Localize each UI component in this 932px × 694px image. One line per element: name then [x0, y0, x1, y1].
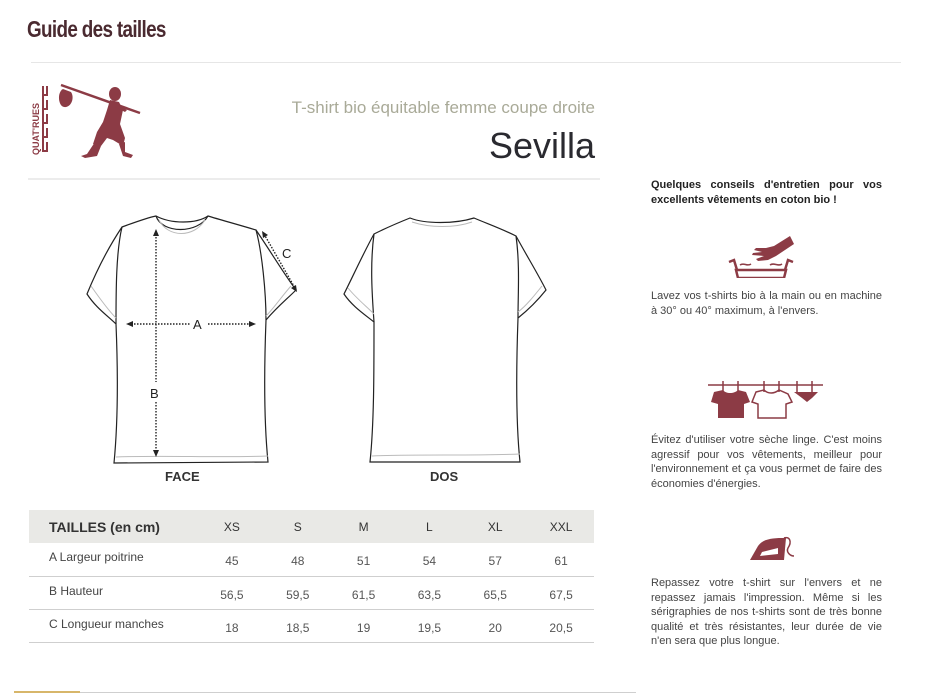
- cell: 61,5: [331, 576, 397, 609]
- back-label: DOS: [430, 469, 459, 484]
- scroll-progress-indicator: [14, 691, 80, 693]
- scroll-progress-track: [14, 692, 636, 693]
- cell: 18,5: [265, 609, 331, 642]
- brand-logo: [27, 80, 147, 160]
- front-label: FACE: [165, 469, 200, 484]
- size-header: M: [331, 510, 397, 543]
- cell: 48: [265, 543, 331, 576]
- care-tip-dry: Évitez d'utiliser votre sèche linge. C'est moins agressif pour vos vêtements, meilleur pour l'environnement et ça vous permet de faire des économies d'énergies.: [651, 434, 882, 490]
- size-header: S: [265, 510, 331, 543]
- cell: 67,5: [528, 576, 594, 609]
- cell: 61: [528, 543, 594, 576]
- cell: 59,5: [265, 576, 331, 609]
- care-heading: Quelques conseils d'entretien pour vos excellents vêtements en coton bio !: [651, 179, 882, 206]
- page-title: Guide des tailles: [27, 16, 166, 42]
- cell: 63,5: [396, 576, 462, 609]
- size-header: XS: [199, 510, 265, 543]
- cell: 65,5: [462, 576, 528, 609]
- row-label: C Longueur manches: [29, 609, 199, 642]
- tshirt-front-diagram: [86, 212, 301, 467]
- cell: 57: [462, 543, 528, 576]
- svg-text:C: C: [282, 246, 292, 261]
- svg-text:B: B: [150, 386, 159, 401]
- svg-text:A: A: [193, 317, 202, 332]
- walking-man-logo-icon: [27, 80, 147, 160]
- size-header: XL: [462, 510, 528, 543]
- divider: [31, 62, 901, 63]
- divider: [28, 178, 600, 180]
- tshirt-front-icon: [86, 212, 301, 467]
- table-header-label: TAILLES (en cm): [29, 510, 199, 543]
- cell: 20,5: [528, 609, 594, 642]
- tshirt-back-icon: [340, 214, 550, 466]
- row-label: A Largeur poitrine: [29, 543, 199, 576]
- cell: 19,5: [396, 609, 462, 642]
- cell: 54: [396, 543, 462, 576]
- care-tip-iron: Repassez votre t-shirt sur l'envers et ne repassez jamais l'impression. Même si les sérigraphies de nos t-shirts sont de très bonne qualité et très résistantes, leur durée de vie n'en sera que plus longue.: [651, 577, 882, 647]
- cell: 20: [462, 609, 528, 642]
- product-name: Sevilla: [488, 125, 595, 166]
- cell: 18: [199, 609, 265, 642]
- hand-wash-icon: [728, 234, 794, 283]
- svg-text:QUAT'RUES: QUAT'RUES: [31, 103, 41, 155]
- cell: 45: [199, 543, 265, 576]
- table-header-row: [29, 510, 594, 543]
- table-row: [29, 543, 594, 576]
- table-row: [29, 576, 594, 609]
- size-header: L: [396, 510, 462, 543]
- cell: 51: [331, 543, 397, 576]
- row-label: B Hauteur: [29, 576, 199, 609]
- cell: 56,5: [199, 576, 265, 609]
- tshirt-back-diagram: [340, 214, 550, 466]
- table-row: [29, 609, 594, 642]
- cell: 19: [331, 609, 397, 642]
- clothesline-icon: [708, 380, 823, 425]
- product-subtitle: T-shirt bio équitable femme coupe droite: [291, 98, 595, 117]
- size-header: XXL: [528, 510, 594, 543]
- care-tip-wash: Lavez vos t-shirts bio à la main ou en machine à 30° ou 40° maximum, à l'envers.: [651, 290, 882, 317]
- size-table: [29, 510, 594, 643]
- iron-icon: [748, 534, 796, 569]
